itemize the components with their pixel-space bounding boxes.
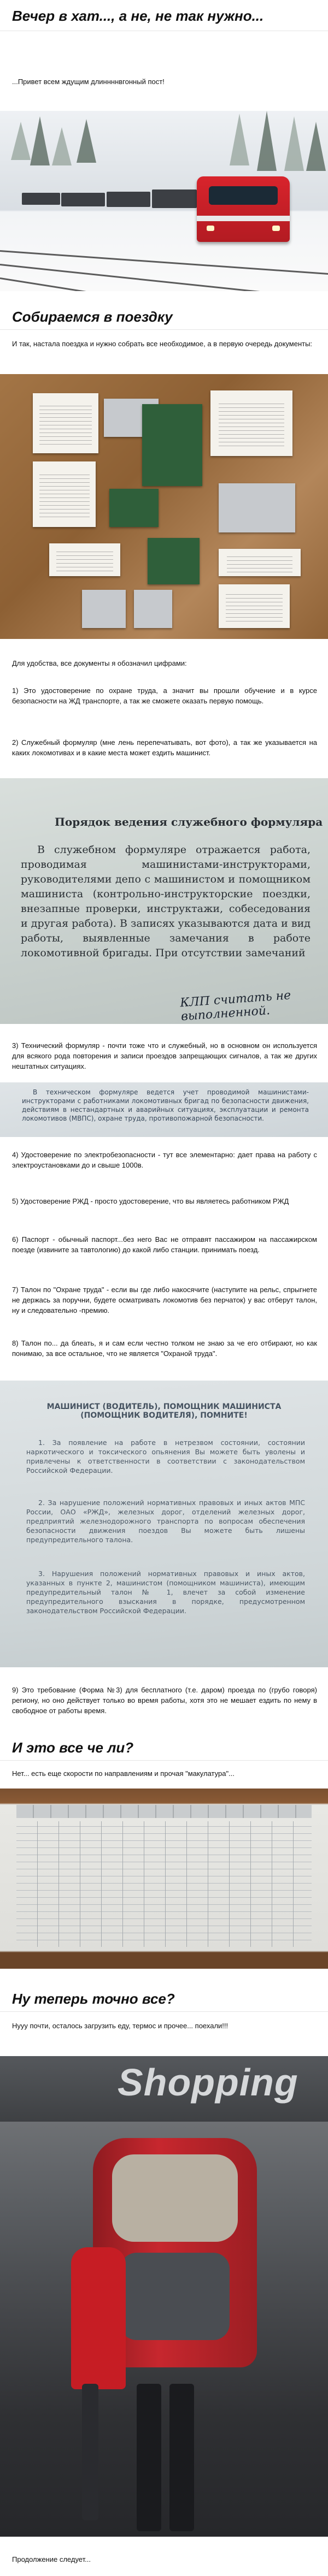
- service-form-photo: [0, 778, 328, 1024]
- shopping-sign: Shopping: [118, 2061, 298, 2104]
- list-item: 7) Талон по "Охране труда" - если вы где либо накосячите (наступите на рельс, спрыгнете не держась за поручни, будете осматривать локомотив без перчаток) у вас отберут талон, ну и следовательно -премию.: [12, 1286, 317, 1314]
- warning-form-photo: [0, 1381, 328, 1667]
- section-heading: И это все че ли?: [12, 1739, 134, 1756]
- divider: [0, 329, 328, 330]
- form-paragraph: 1. За появление на работе в нетрезвом состоянии, состоянии наркотического и токсического опьянения Вы можете быть уволены и привлечены к ответственности в соответствии с законодательством Российской Федерации.: [26, 1438, 305, 1474]
- section-heading: Ну теперь точно все?: [12, 1991, 175, 2007]
- divider: [0, 2011, 328, 2012]
- list-item: 6) Паспорт - обычный паспорт...без него Вас не отправят пассажиром на пассажирском поезде (извините за тавтологию) до какой либо станции. принимать поезд.: [12, 1235, 317, 1254]
- timetable-photo: [0, 1789, 328, 1969]
- section-text: И так, настала поездка и нужно собрать все необходимое, а в первую очередь документы:: [12, 340, 313, 348]
- list-item: 2) Служебный формуляр (мне лень перепечатывать, вот фото), а так же указывается на каких локомотивах и в какие места может ездить машинист.: [12, 738, 317, 757]
- form-title: Порядок ведения служебного формуляра: [55, 815, 323, 828]
- list-item: 1) Это удостоверение по охране труда, а значит вы прошли обучение и в курсе безопасности на ЖД транспорте, а так же сможете оказать первую помощь.: [12, 686, 317, 705]
- form-paragraph: 2. За нарушение положений нормативных правовых и иных актов МПС России, ОАО «РЖД», железных дорог, отделений железных дорог, предприятий железнодорожного транспорта по вопросам обеспечения безопасности движения поездов Вы можете быть лишены предупредительного талона.: [26, 1499, 305, 1544]
- form-paragraph: 3. Нарушения положений нормативных правовых и иных актов, указанных в пункте 2, машинистом (помощником машиниста), имеющим предупредительный талон № 1, влечет за собой изменение предупредительного взыскания в порядке, предусмотренном законодательством Российской Федерации.: [26, 1570, 305, 1615]
- divider: [0, 1760, 328, 1761]
- documents-photo: [0, 374, 328, 639]
- list-item: 5) Удостоверение РЖД - просто удостоверение, что вы являетесь работником РЖД: [12, 1197, 289, 1205]
- technical-form-photo: [0, 1082, 328, 1137]
- list-item: 4) Удостоверение по электробезопасности - тут все элементарно: дает права на работу с электроустановками до и свыше 1000в.: [12, 1151, 317, 1169]
- form-title: МАШИНИСТ (ВОДИТЕЛЬ), ПОМОЩНИК МАШИНИСТА (ПОМОЩНИК ВОДИТЕЛЯ), ПОМНИТЕ!: [46, 1402, 282, 1420]
- form-text: В техническом формуляре ведется учет проводимой машинистами-инструкторами с работниками локомотивных бригад по безопасности движения, действиям в нестандартных и аварийных ситуациях, эксплуатации и ремонта локомотивов (МВПС), охране труда, противопожарной безопасности.: [22, 1088, 309, 1122]
- list-item: 3) Технический формуляр - почти тоже что и служебный, но в основном он используется для всякого рода повторения и записи проездов запрещающих сигналов, а так же других нештатных ситуациях.: [12, 1041, 317, 1070]
- train-photo: [0, 111, 328, 291]
- intro-text: ...Привет всем ждущим длиннннвгонный пост!: [12, 78, 165, 86]
- section-heading: Собираемся в поездку: [12, 309, 173, 325]
- list-item: 8) Талон по... да блеать, я и сам если честно толком не знаю за че его отбирают, но как понимаю, за все остальное, что не является "Охраной труда".: [12, 1339, 317, 1358]
- form-text: В служебном формуляре отражается работа, проводимая машинистами-инструкторами, руководителями депо с машинистом и помощником машиниста (контрольно-инструкторские поездки, внезапные проверки, инструктажи, собеседования и другая работа). В записях указываются дата и вид работы, выявленные замечания в работе локомотивной бригады. При отсутствии замечаний: [21, 844, 311, 959]
- section-text: Нууу почти, осталось загрузить еду, термос и прочее... поехали!!!: [12, 2022, 229, 2030]
- footer-text: Продолжение следует...: [12, 2555, 91, 2563]
- section-text: Нет... есть еще скорости по направлениям и прочая "макулатура"...: [12, 1769, 235, 1778]
- form-handwriting: КЛП считать не выполненной.: [179, 988, 291, 1024]
- list-item: 9) Это требование (Форма №3) для бесплатного (т.е. даром) проезда по (грубо говоря) региону, но оно действует только во время работы, хотя это не мешает ездить по нему в свободное от работы время.: [12, 1686, 317, 1715]
- backpack-photo: [0, 2056, 328, 2537]
- list-intro: Для удобства, все документы я обозначил цифрами:: [12, 659, 187, 667]
- post-title: Вечер в хат..., а не, не так нужно...: [12, 8, 264, 24]
